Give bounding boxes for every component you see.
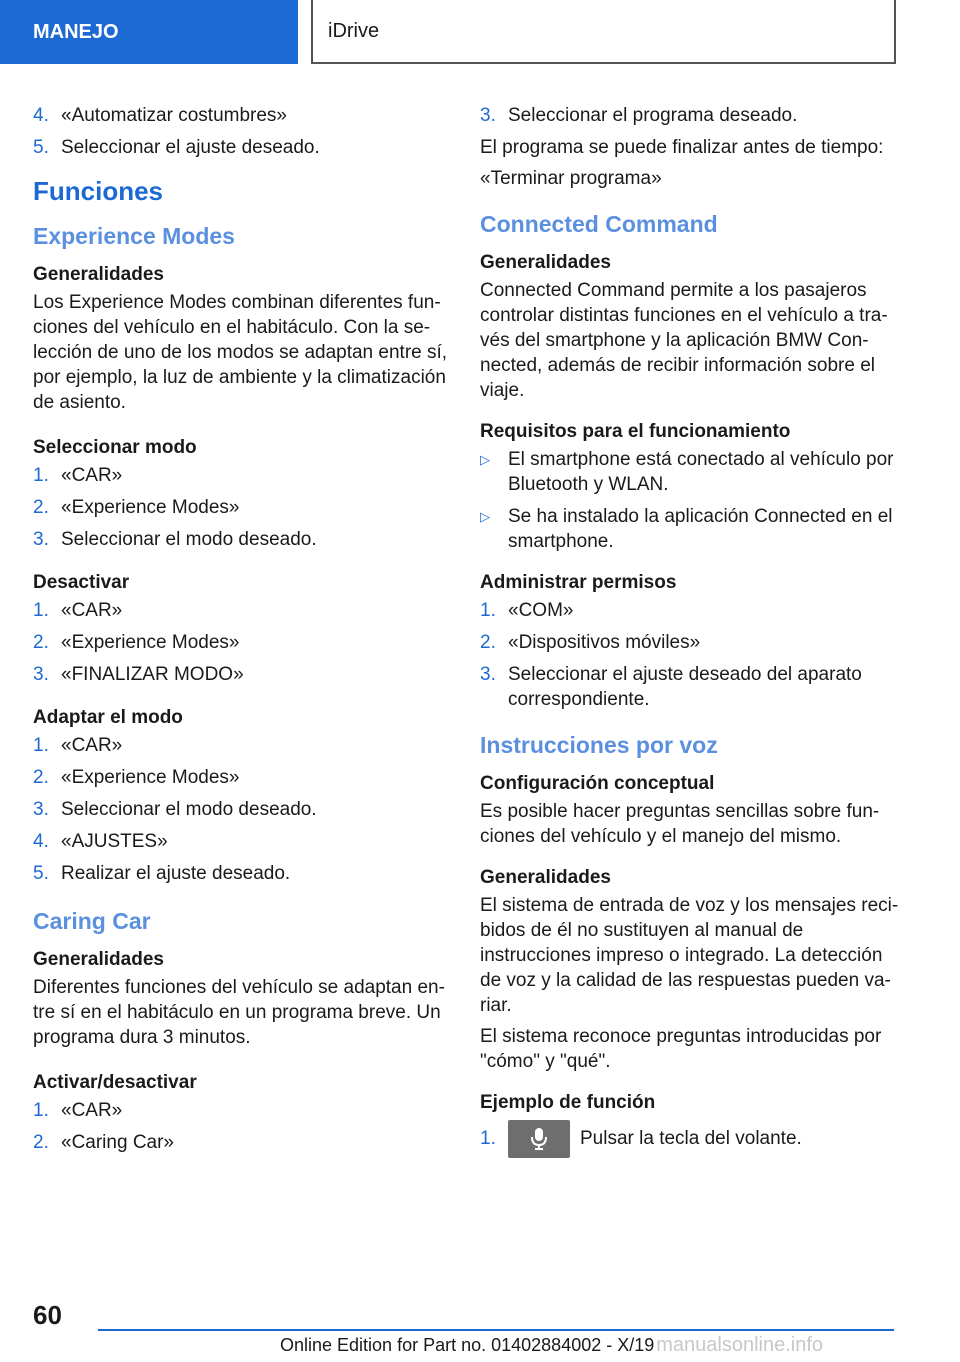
- administrar-step-list: [480, 598, 900, 712]
- caring-description: Diferentes funciones del vehículo se adaptan en-tre sí en el habitáculo en un programa breve. Un programa dura 3 minutos.: [33, 977, 445, 1048]
- activar-heading: Activar/desactivar: [33, 1072, 197, 1093]
- step-text: «Automatizar costumbres»: [61, 105, 287, 126]
- section-tab: MANEJO: [0, 0, 298, 64]
- configuracion-description: Es posible hacer preguntas sencillas sobre fun-ciones del vehículo y el manejo del mismo.: [480, 801, 880, 847]
- seleccionar-step-list: [33, 463, 448, 552]
- step-number: 3.: [480, 664, 496, 685]
- intro-step-list: [33, 103, 448, 160]
- step-text: Seleccionar el ajuste deseado.: [61, 137, 320, 158]
- bullet-item: [480, 504, 900, 554]
- ejemplo-step: [480, 1120, 900, 1158]
- voz-description-1: El sistema de entrada de voz y los mensajes reci-bidos de él no sustituyen al manual de instrucciones impreso o integrado. La detección de voz y la calidad de las respuestas pueden va-riar.: [480, 895, 899, 1016]
- step-text: Realizar el ajuste deseado.: [61, 863, 291, 884]
- page-number: 60: [33, 1300, 62, 1330]
- step-number: 3.: [480, 105, 496, 126]
- step-item: [33, 598, 448, 623]
- step-number: 2.: [33, 632, 49, 653]
- instrucciones-voz-heading: Instrucciones por voz: [480, 732, 718, 758]
- step-number: 5.: [33, 863, 49, 884]
- step-number: 3.: [33, 799, 49, 820]
- step-item: [480, 662, 900, 712]
- requisitos-heading: Requisitos para el funcionamiento: [480, 421, 791, 442]
- terminar-programa-text: «Terminar programa»: [480, 168, 662, 189]
- step-number: 3.: [33, 664, 49, 685]
- step-number: 1.: [33, 1100, 49, 1121]
- connected-command-heading: Connected Command: [480, 211, 718, 237]
- desactivar-step-list: [33, 598, 448, 687]
- step-text: Seleccionar el programa deseado.: [508, 105, 798, 126]
- right-intro-step-list: [480, 103, 900, 128]
- caring-car-heading: Caring Car: [33, 908, 151, 934]
- experience-description: Los Experience Modes combinan diferentes fun-ciones del vehículo en el habitáculo. Con la se-lección de uno de los modos se adaptan entre sí, por ejemplo, la luz de ambiente y la climatización de asiento.: [33, 292, 448, 413]
- step-text: «Caring Car»: [61, 1132, 174, 1153]
- edition-text: Online Edition for Part no. 01402884002 - X/19: [280, 1335, 655, 1355]
- step-item: [33, 797, 448, 822]
- left-column: [33, 103, 448, 1162]
- microphone-icon: [508, 1120, 570, 1158]
- step-text: «Experience Modes»: [61, 497, 240, 518]
- step-text: Seleccionar el modo deseado.: [61, 529, 317, 550]
- administrar-permisos-heading: Administrar permisos: [480, 572, 677, 593]
- step-item: [33, 103, 448, 128]
- connected-description: Connected Command permite a los pasajeros controlar distintas funciones en el vehículo a tra-vés del smartphone y la aplicación BMW Con-nected, además de recibir información sobre el viaje.: [480, 280, 888, 401]
- bullet-item: [480, 447, 900, 497]
- step-item: [33, 463, 448, 488]
- generalidades-heading: Generalidades: [33, 264, 164, 285]
- triangle-bullet-icon: ▷: [480, 452, 490, 467]
- step-text: «CAR»: [61, 1100, 123, 1121]
- footer-divider: [98, 1329, 894, 1331]
- step-text: «Dispositivos móviles»: [508, 632, 701, 653]
- step-number: 1.: [33, 600, 49, 621]
- step-number: 2.: [33, 1132, 49, 1153]
- step-number: 2.: [33, 767, 49, 788]
- activar-step-list: [33, 1098, 448, 1155]
- step-text: «CAR»: [61, 735, 123, 756]
- voz-generalidades-heading: Generalidades: [480, 867, 611, 888]
- step-number: 5.: [33, 137, 49, 158]
- voz-description-2: El sistema reconoce preguntas introducidas por "cómo" y "qué".: [480, 1026, 882, 1072]
- seleccionar-modo-heading: Seleccionar modo: [33, 437, 197, 458]
- step-number: 2.: [480, 632, 496, 653]
- footer: [280, 1334, 823, 1357]
- step-item: [33, 135, 448, 160]
- step-number: 1.: [33, 465, 49, 486]
- connected-generalidades-heading: Generalidades: [480, 252, 611, 273]
- step-item: [480, 103, 900, 128]
- step-text: «AJUSTES»: [61, 831, 168, 852]
- bullet-text: El smartphone está conectado al vehículo por Bluetooth y WLAN.: [508, 449, 894, 495]
- step-item: [33, 1130, 448, 1155]
- step-item: [33, 765, 448, 790]
- experience-modes-heading: Experience Modes: [33, 223, 235, 249]
- step-text: «FINALIZAR MODO»: [61, 664, 244, 685]
- finalizar-text: El programa se puede finalizar antes de tiempo:: [480, 137, 884, 158]
- step-number: 1.: [480, 1128, 496, 1149]
- step-text: Seleccionar el ajuste deseado del aparato correspondiente.: [508, 664, 862, 710]
- step-item: [480, 630, 900, 655]
- step-item: [33, 1098, 448, 1123]
- step-number: 3.: [33, 529, 49, 550]
- funciones-heading: Funciones: [33, 176, 164, 206]
- step-item: [33, 662, 448, 687]
- step-text: Seleccionar el modo deseado.: [61, 799, 317, 820]
- step-number: 2.: [33, 497, 49, 518]
- requisitos-bullet-list: [480, 447, 900, 554]
- ejemplo-heading: Ejemplo de función: [480, 1092, 656, 1113]
- triangle-bullet-icon: ▷: [480, 509, 490, 524]
- watermark-text: manualsonline.info: [656, 1334, 824, 1356]
- step-item: [33, 527, 448, 552]
- step-item: [33, 861, 448, 886]
- step-text: «CAR»: [61, 465, 123, 486]
- step-text: «COM»: [508, 600, 574, 621]
- step-text: Pulsar la tecla del volante.: [580, 1128, 802, 1149]
- chapter-title: iDrive: [311, 0, 896, 64]
- bullet-text: Se ha instalado la aplicación Connected en el smartphone.: [508, 506, 893, 552]
- adaptar-step-list: [33, 733, 448, 886]
- step-item: [33, 829, 448, 854]
- step-text: «Experience Modes»: [61, 632, 240, 653]
- step-item: [480, 598, 900, 623]
- step-number: 4.: [33, 105, 49, 126]
- step-number: 1.: [480, 600, 496, 621]
- step-item: [33, 495, 448, 520]
- caring-generalidades-heading: Generalidades: [33, 949, 164, 970]
- step-item: [33, 733, 448, 758]
- configuracion-heading: Configuración conceptual: [480, 773, 715, 794]
- step-number: 1.: [33, 735, 49, 756]
- desactivar-heading: Desactivar: [33, 572, 130, 593]
- step-number: 4.: [33, 831, 49, 852]
- step-text: «CAR»: [61, 600, 123, 621]
- step-item: [33, 630, 448, 655]
- step-text: «Experience Modes»: [61, 767, 240, 788]
- adaptar-modo-heading: Adaptar el modo: [33, 707, 183, 728]
- right-column: [480, 103, 900, 1158]
